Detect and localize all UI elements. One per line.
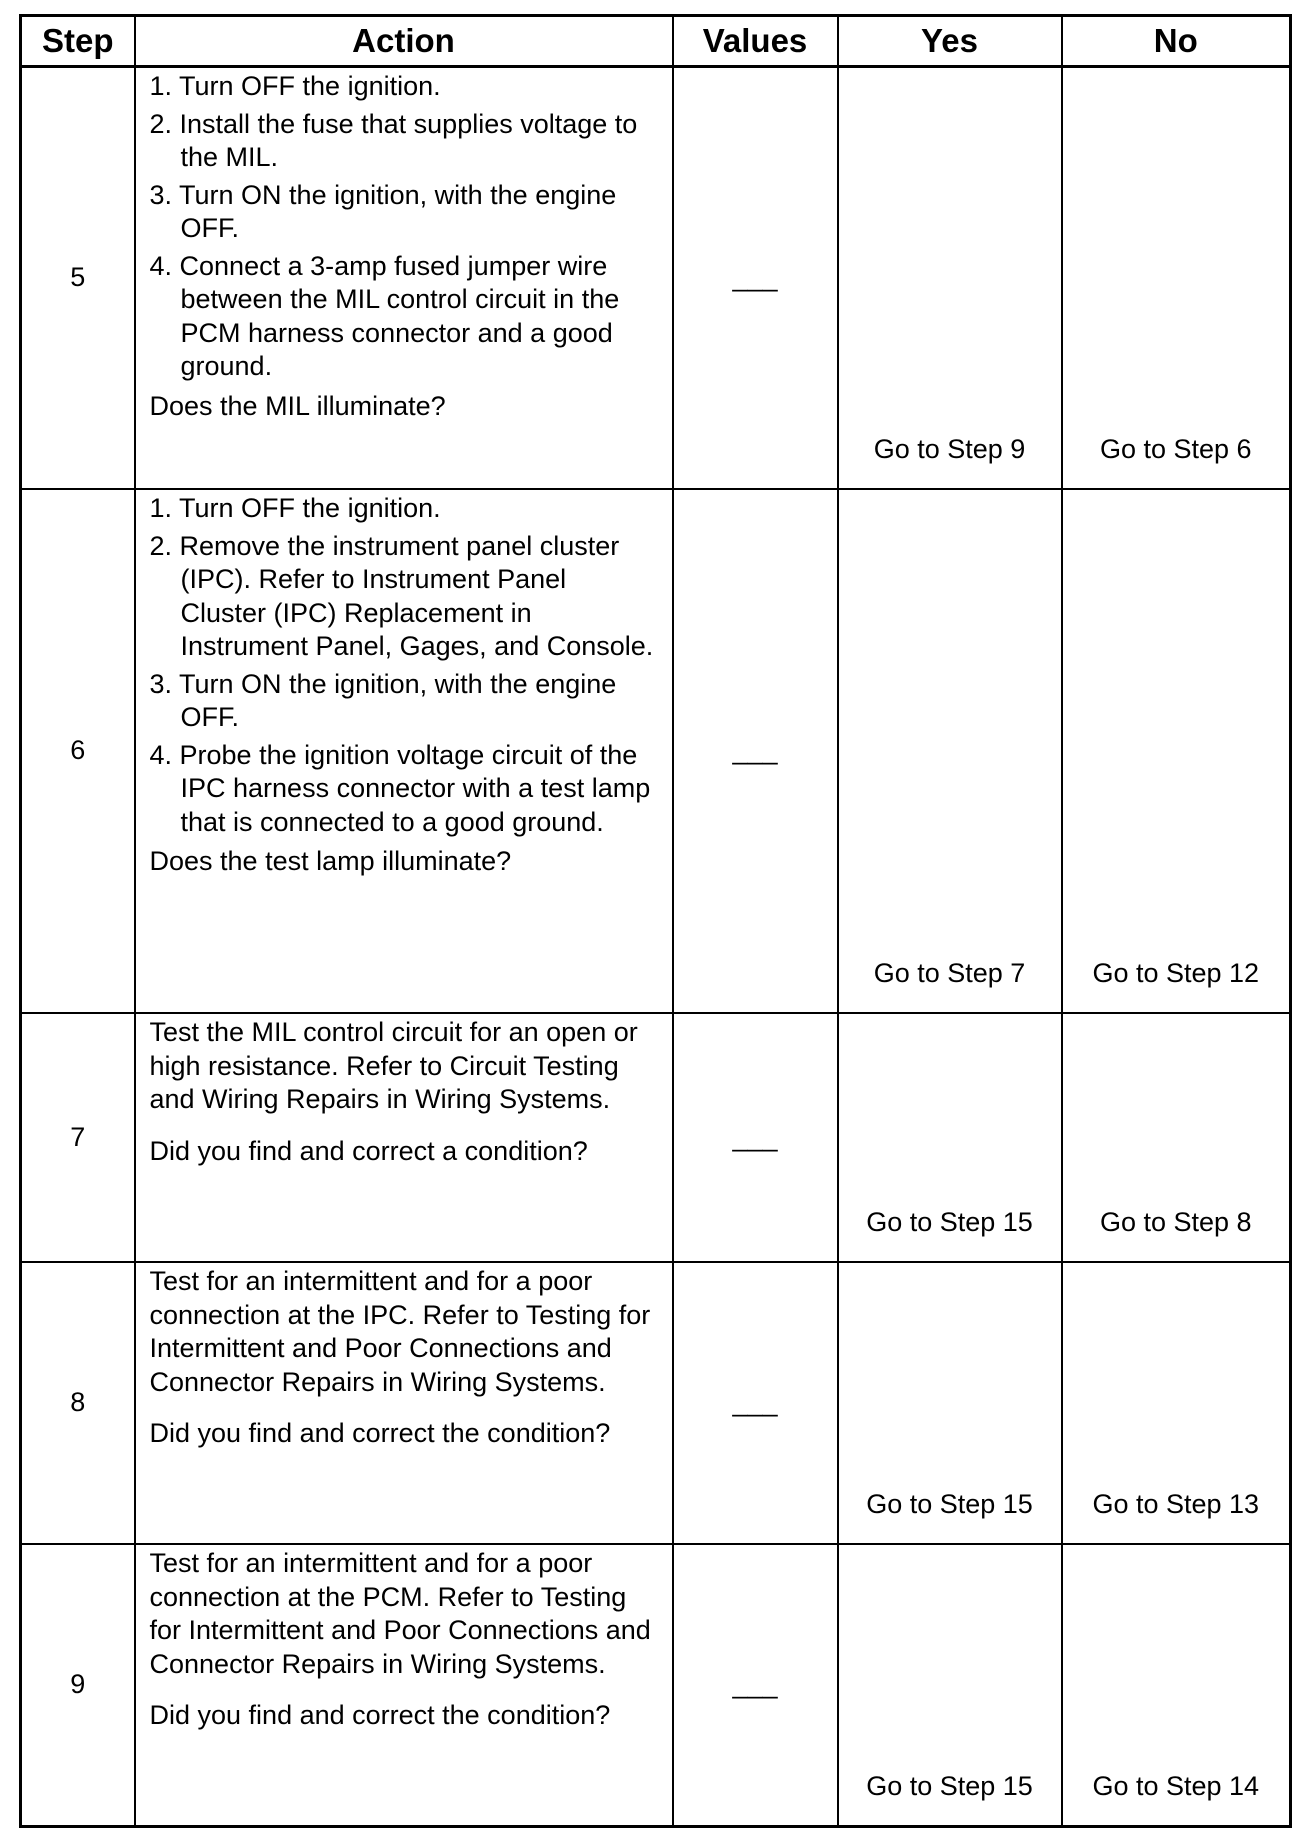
values-cell: ___	[673, 1013, 838, 1262]
action-item: 2. Remove the instrument panel cluster (IPC). Refer to Instrument Panel Cluster (IPC) Replacement in Instrument Panel, Gages, and Console.	[149, 530, 654, 661]
action-question: Did you find and correct the condition?	[149, 1418, 611, 1448]
action-item: 4. Connect a 3-amp fused jumper wire between the MIL control circuit in the PCM harness connector and a good ground.	[149, 250, 620, 381]
action-cell	[135, 1262, 673, 1544]
header-action: Action	[135, 16, 673, 67]
step-number: 7	[21, 1013, 135, 1262]
header-values: Values	[673, 16, 838, 67]
no-cell: Go to Step 6	[1062, 67, 1291, 490]
action-item: 3. Turn ON the ignition, with the engine OFF.	[149, 668, 617, 732]
step-number: 5	[21, 67, 135, 490]
action-question: Did you find and correct a condition?	[149, 1135, 588, 1166]
action-item: 1. Turn OFF the ignition.	[149, 493, 441, 523]
yes-cell: Go to Step 15	[838, 1013, 1062, 1262]
no-cell: Go to Step 14	[1062, 1544, 1291, 1827]
action-cell	[135, 1544, 673, 1827]
table-row	[21, 67, 1291, 490]
action-item: 4. Probe the ignition voltage circuit of the IPC harness connector with a test lamp that is connected to a good ground.	[149, 739, 651, 837]
action-text: Test for an intermittent and for a poor connection at the PCM. Refer to Testing for Intermittent and Poor Connections and Connector Repairs in Wiring Systems.	[149, 1548, 651, 1679]
step-number: 9	[21, 1544, 135, 1827]
no-cell: Go to Step 13	[1062, 1262, 1291, 1544]
header-step: Step	[21, 16, 135, 67]
step-number: 8	[21, 1262, 135, 1544]
action-cell	[135, 67, 673, 490]
table-header-row	[21, 16, 1291, 67]
action-list	[150, 492, 658, 839]
header-no: No	[1062, 16, 1291, 67]
yes-cell: Go to Step 15	[838, 1262, 1062, 1544]
diagnostic-table	[19, 14, 1292, 1828]
table-row	[21, 489, 1291, 1013]
action-question: Did you find and correct the condition?	[149, 1700, 611, 1730]
action-question: Does the test lamp illuminate?	[149, 846, 512, 876]
no-cell: Go to Step 12	[1062, 489, 1291, 1013]
values-cell: ___	[673, 67, 838, 490]
values-cell: ___	[673, 1262, 838, 1544]
table-row	[21, 1544, 1291, 1827]
action-question: Does the MIL illuminate?	[149, 390, 446, 421]
action-item: 2. Install the fuse that supplies voltage to the MIL.	[149, 108, 638, 172]
action-item: 3. Turn ON the ignition, with the engine OFF.	[149, 179, 617, 243]
yes-cell: Go to Step 7	[838, 489, 1062, 1013]
table-row	[21, 1013, 1291, 1262]
yes-cell: Go to Step 9	[838, 67, 1062, 490]
values-cell: ___	[673, 1544, 838, 1827]
action-text: Test for an intermittent and for a poor connection at the IPC. Refer to Testing for Intermittent and Poor Connections and Connector Repairs in Wiring Systems.	[149, 1266, 651, 1397]
action-cell	[135, 489, 673, 1013]
no-cell: Go to Step 8	[1062, 1013, 1291, 1262]
header-yes: Yes	[838, 16, 1062, 67]
action-item: 1. Turn OFF the ignition.	[149, 71, 441, 101]
values-cell: ___	[673, 489, 838, 1013]
action-list	[150, 70, 658, 384]
action-text: Test the MIL control circuit for an open or high resistance. Refer to Circuit Testing and Wiring Repairs in Wiring Systems.	[149, 1017, 638, 1114]
table-row	[21, 1262, 1291, 1544]
yes-cell: Go to Step 15	[838, 1544, 1062, 1827]
action-cell	[135, 1013, 673, 1262]
step-number: 6	[21, 489, 135, 1013]
